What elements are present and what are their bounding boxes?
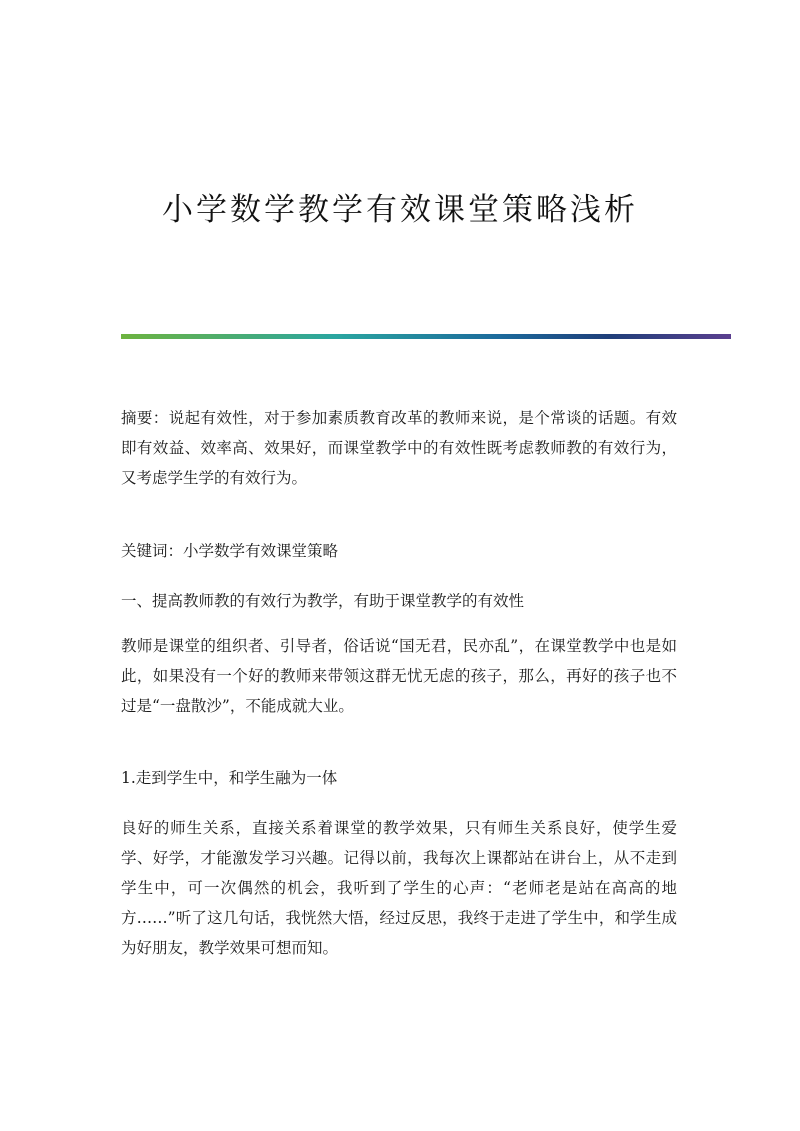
subsection-heading-1: 1.走到学生中，和学生融为一体	[121, 769, 338, 787]
document-title: 小学数学教学有效课堂策略浅析	[162, 192, 638, 228]
section-heading-1: 一、提高教师教的有效行为教学，有助于课堂教学的有效性	[121, 592, 525, 610]
section-1-paragraph: 教师是课堂的组织者、引导者，俗话说“国无君，民亦乱”，在课堂教学中也是如此，如果没有一个好的教师来带领这群无忧无虑的孩子，那么，再好的孩子也不过是“一盘散沙”，不能成就大业。	[121, 637, 677, 715]
keywords-line: 关键词：小学数学有效课堂策略	[121, 542, 339, 560]
subsection-1-paragraph: 良好的师生关系，直接关系着课堂的教学效果，只有师生关系良好，使学生爱学、好学，才能激发学习兴趣。记得以前，我每次上课都站在讲台上，从不走到学生中，可一次偶然的机会，我听到了学生的心声：“老师老是站在高高的地方……”听了这几句话，我恍然大悟，经过反思，我终于走进了学生中，和学生成为好朋友，教学效果可想而知。	[121, 819, 677, 957]
title-divider	[121, 334, 731, 339]
abstract-paragraph: 摘要：说起有效性，对于参加素质教育改革的教师来说，是个常谈的话题。有效即有效益、效率高、效果好，而课堂教学中的有效性既考虑教师教的有效行为，又考虑学生学的有效行为。	[121, 409, 677, 487]
